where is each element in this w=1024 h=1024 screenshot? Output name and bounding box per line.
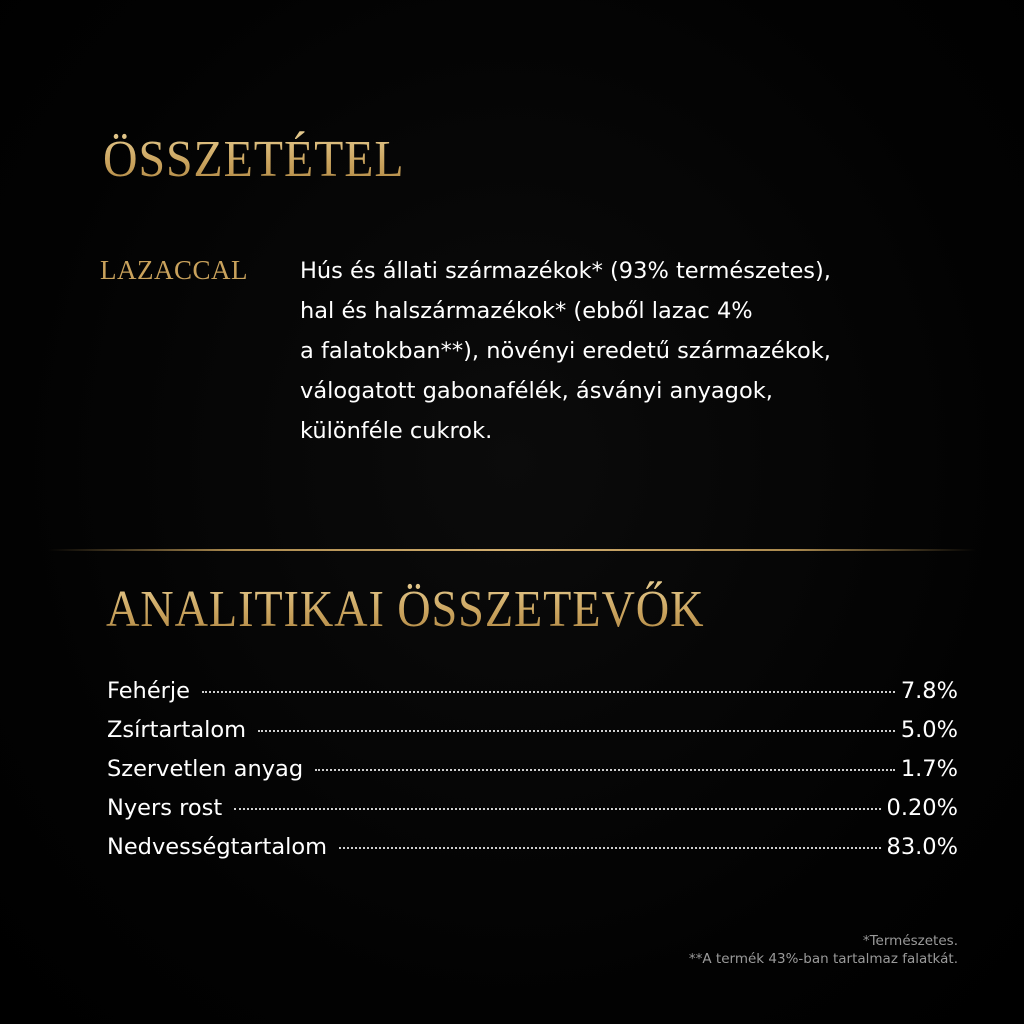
analysis-row-ash	[107, 750, 958, 789]
ingredients-line: a falatokban**), növényi eredetű származékok,	[300, 338, 831, 364]
analysis-label: Nyers rost	[107, 795, 223, 821]
analysis-row-moisture	[107, 828, 958, 867]
analysis-label: Fehérje	[107, 678, 191, 704]
dot-leader	[234, 808, 880, 810]
analysis-label: Nedvességtartalom	[107, 834, 328, 860]
ingredients-line: különféle cukrok.	[300, 418, 493, 444]
gold-divider	[48, 549, 976, 551]
dot-leader	[258, 730, 895, 732]
analysis-row-fibre	[107, 789, 958, 828]
variant-label: LAZACCAL	[100, 255, 248, 285]
ingredients-line: Hús és állati származékok* (93% természetes),	[300, 258, 831, 284]
analysis-row-fat	[107, 711, 958, 750]
ingredients-line: válogatott gabonafélék, ásványi anyagok,	[300, 378, 773, 404]
analysis-value: 0.20%	[886, 795, 958, 821]
ingredients-line: hal és halszármazékok* (ebből lazac 4%	[300, 298, 753, 324]
ingredients-text	[300, 251, 960, 451]
analysis-title: ANALITIKAI ÖSSZETEVŐK	[106, 578, 704, 642]
analysis-value: 1.7%	[900, 756, 958, 782]
analysis-label: Szervetlen anyag	[107, 756, 304, 782]
dot-leader	[202, 691, 895, 693]
analysis-row-protein	[107, 672, 958, 711]
composition-title: ÖSSZETÉTEL	[103, 128, 405, 192]
analysis-label: Zsírtartalom	[107, 717, 247, 743]
dot-leader	[315, 769, 895, 771]
analysis-value: 7.8%	[900, 678, 958, 704]
footnote: *Természetes.	[862, 933, 958, 949]
dot-leader	[339, 847, 880, 849]
footnote: **A termék 43%-ban tartalmaz falatkát.	[688, 951, 958, 967]
analysis-value: 83.0%	[886, 834, 958, 860]
analysis-table	[107, 672, 958, 867]
footnotes	[689, 932, 958, 968]
analysis-value: 5.0%	[900, 717, 958, 743]
